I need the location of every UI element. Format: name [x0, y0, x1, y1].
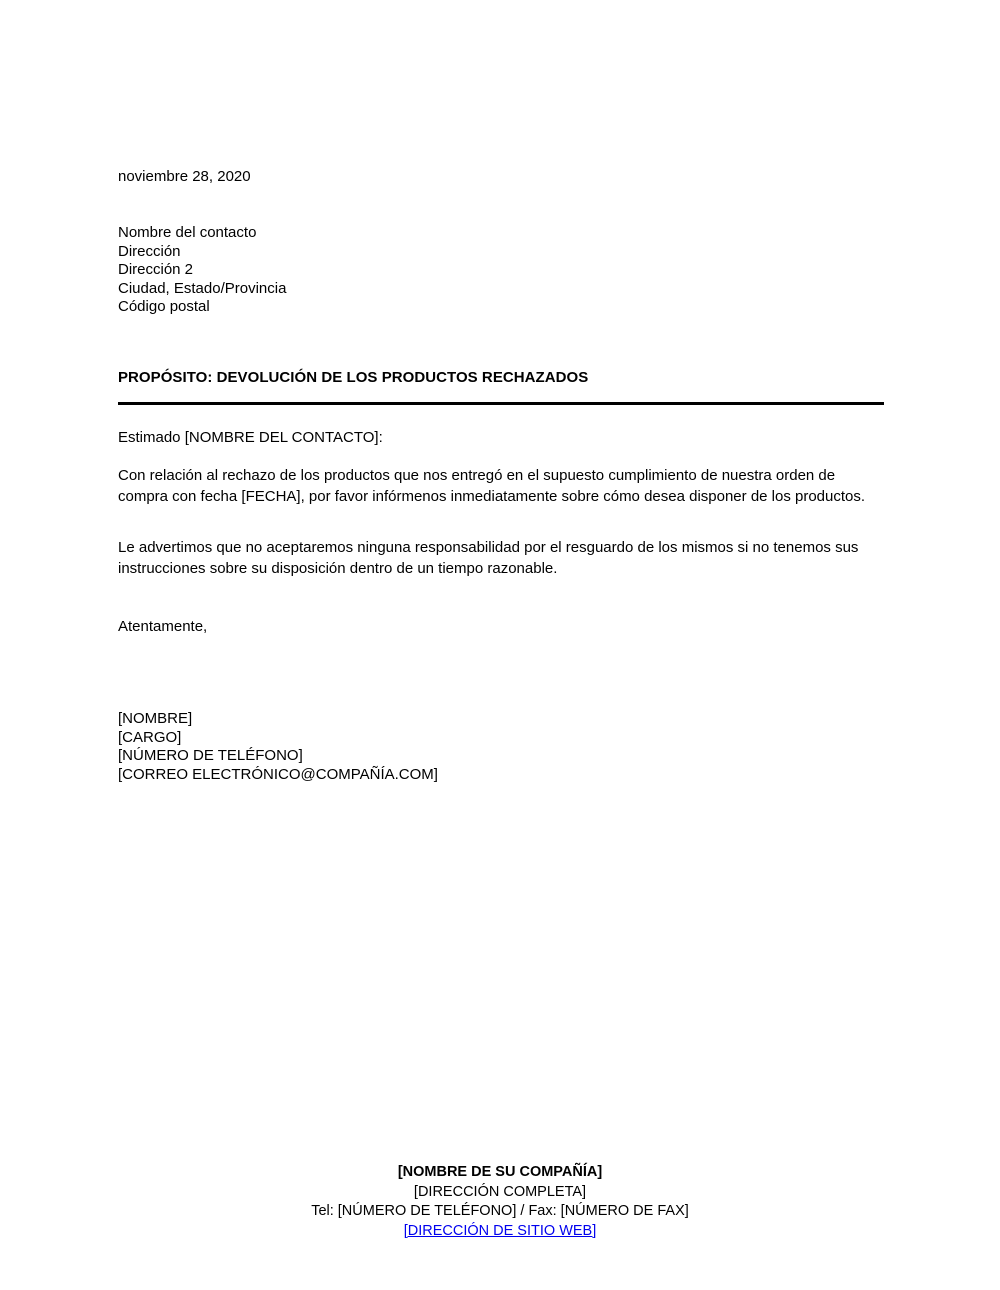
page-footer — [0, 1163, 1000, 1241]
body-paragraph-1: Con relación al rechazo de los productos que nos entregó en el supuesto cumplimiento de nuestra orden de compra con fecha [FECHA], por favor infórmenos inmediatamente sobre cómo desea disponer de los productos. — [118, 467, 866, 505]
address-line-name: Nombre del contacto — [118, 224, 257, 241]
closing-salutation: Atentamente, — [118, 618, 208, 635]
address-line-postal: Código postal — [118, 298, 210, 316]
address-line-street: Dirección — [118, 242, 181, 260]
address-line-city: Ciudad, Estado/Provincia — [118, 279, 287, 297]
salutation: Estimado [NOMBRE DEL CONTACTO]: — [118, 429, 383, 446]
signature-line-email: [CORREO ELECTRÓNICO@COMPAÑÍA.COM] — [118, 765, 438, 783]
subject-divider-rule — [118, 402, 884, 405]
signature-line-phone: [NÚMERO DE TELÉFONO] — [118, 747, 303, 765]
recipient-address-block — [118, 224, 286, 317]
subject-heading: PROPÓSITO: DEVOLUCIÓN DE LOS PRODUCTOS RECHAZADOS — [118, 369, 589, 386]
letter-date: noviembre 28, 2020 — [118, 168, 251, 185]
footer-company-name: [NOMBRE DE SU COMPAÑÍA] — [397, 1164, 603, 1180]
footer-website-link[interactable]: [DIRECCIÓN DE SITIO WEB] — [403, 1222, 597, 1239]
signature-line-name: [NOMBRE] — [118, 710, 193, 727]
address-line-street2: Dirección 2 — [118, 261, 194, 279]
signature-block — [118, 710, 438, 784]
body-paragraph-2: Le advertimos que no aceptaremos ninguna responsabilidad por el resguardo de los mismos si no tenemos sus instrucciones sobre su disposición dentro de un tiempo razonable. — [118, 539, 859, 577]
footer-contact: Tel: [NÚMERO DE TELÉFONO] / Fax: [NÚMERO DE FAX] — [311, 1203, 689, 1219]
footer-address: [DIRECCIÓN COMPLETA] — [413, 1183, 587, 1200]
signature-line-title: [CARGO] — [118, 728, 182, 746]
